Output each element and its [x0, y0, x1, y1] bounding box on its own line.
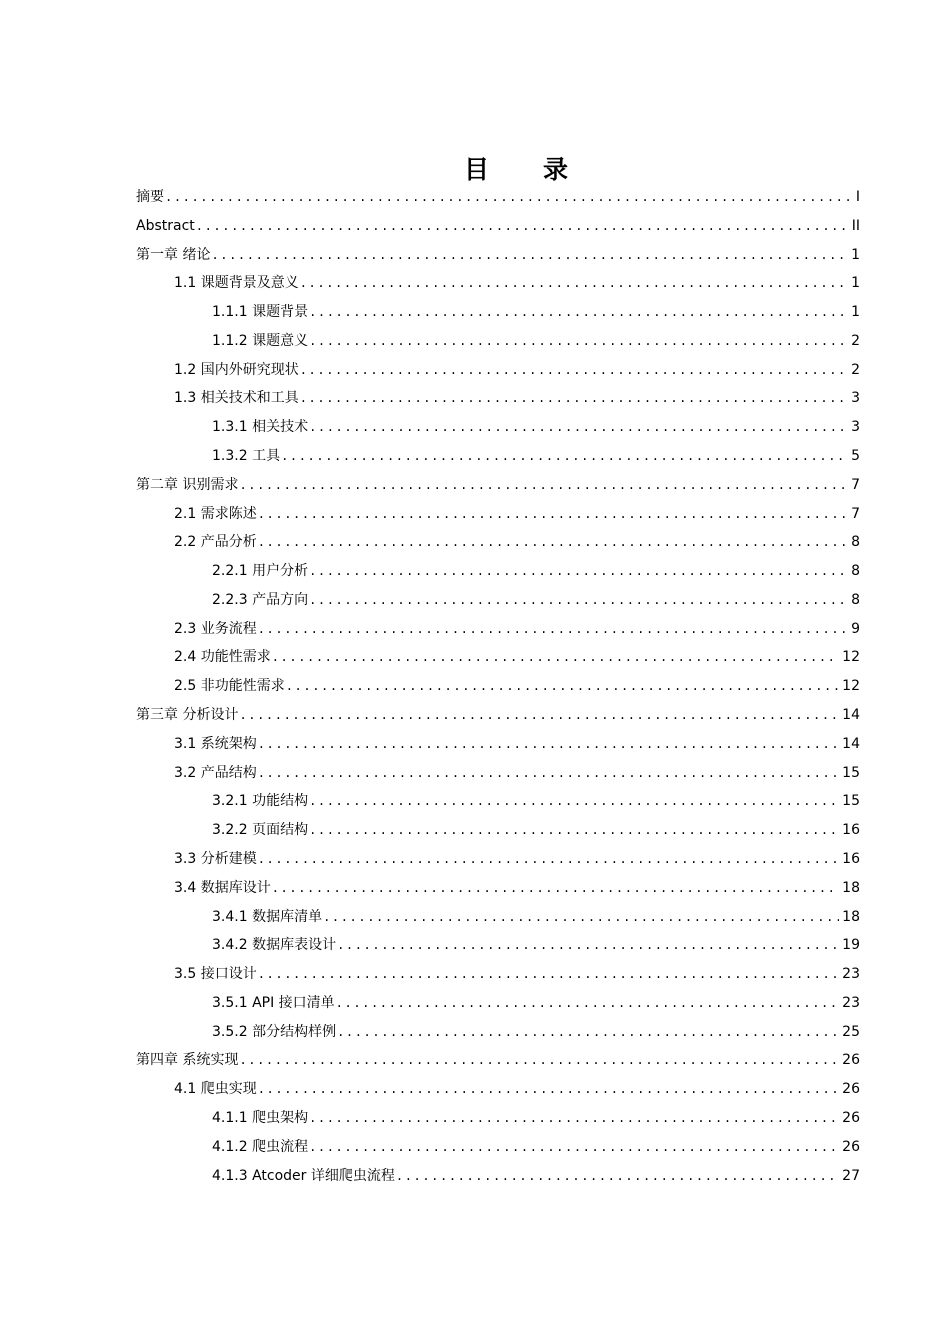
toc-entry[interactable] — [212, 413, 860, 441]
toc-entry[interactable] — [212, 1133, 860, 1161]
toc-entry-page-number: 3 — [851, 419, 860, 435]
toc-entry[interactable] — [174, 1075, 860, 1103]
toc-dot-leader — [211, 241, 848, 269]
toc-entry-label: 2.5 非功能性需求 — [174, 678, 285, 694]
toc-entry-page-number: 15 — [842, 793, 860, 809]
toc-dot-leader — [239, 1046, 839, 1074]
toc-entry-page-number: 26 — [842, 1110, 860, 1126]
toc-entry-label: 3.2.1 功能结构 — [212, 793, 309, 809]
toc-dot-leader — [258, 500, 848, 528]
toc-entry[interactable] — [212, 1018, 860, 1046]
toc-entry-label: 1.1.1 课题背景 — [212, 304, 309, 320]
toc-entry-label: 摘要 — [136, 189, 164, 205]
toc-dot-leader — [281, 442, 848, 470]
toc-dot-leader — [300, 269, 848, 297]
toc-dot-leader — [286, 672, 839, 700]
toc-entry-label: 第三章 分析设计 — [136, 707, 239, 723]
toc-entry-label: 4.1 爬虫实现 — [174, 1081, 257, 1097]
toc-dot-leader — [258, 528, 848, 556]
toc-entry[interactable] — [136, 471, 860, 499]
toc-dot-leader — [165, 183, 853, 211]
toc-entry-page-number: II — [851, 218, 860, 234]
toc-dot-leader — [258, 960, 839, 988]
toc-dot-leader — [239, 471, 848, 499]
toc-dot-leader — [337, 1018, 839, 1046]
toc-entry[interactable] — [212, 931, 860, 959]
toc-entry-page-number: 3 — [851, 390, 860, 406]
toc-dot-leader — [309, 557, 848, 585]
toc-entry-label: 2.3 业务流程 — [174, 621, 257, 637]
toc-entry-label: 3.5.2 部分结构样例 — [212, 1024, 337, 1040]
toc-entry-label: 3.5 接口设计 — [174, 966, 257, 982]
toc-entry-label: 4.1.3 Atcoder 详细爬虫流程 — [212, 1168, 395, 1184]
toc-dot-leader — [309, 816, 839, 844]
toc-entry[interactable] — [174, 960, 860, 988]
toc-entry-label: 2.2.1 用户分析 — [212, 563, 309, 579]
toc-entry-label: 3.2 产品结构 — [174, 765, 257, 781]
toc-entry-page-number: 8 — [851, 534, 860, 550]
toc-entry-page-number: 1 — [851, 304, 860, 320]
toc-entry[interactable] — [174, 730, 860, 758]
toc-entry-label: 3.4.2 数据库表设计 — [212, 937, 337, 953]
toc-entry-page-number: 26 — [842, 1139, 860, 1155]
toc-dot-leader — [309, 1104, 839, 1132]
toc-entry[interactable] — [174, 672, 860, 700]
toc-entry[interactable] — [174, 528, 860, 556]
toc-entry-page-number: 23 — [842, 966, 860, 982]
toc-entry-label: 4.1.1 爬虫架构 — [212, 1110, 309, 1126]
toc-entry[interactable] — [212, 298, 860, 326]
toc-dot-leader — [336, 989, 840, 1017]
toc-dot-leader — [309, 787, 839, 815]
toc-entry-page-number: 8 — [851, 592, 860, 608]
toc-entry-page-number: 26 — [842, 1081, 860, 1097]
toc-entry[interactable] — [212, 557, 860, 585]
toc-dot-leader — [272, 874, 839, 902]
toc-entry-label: 3.2.2 页面结构 — [212, 822, 309, 838]
toc-entry-page-number: 12 — [842, 678, 860, 694]
toc-entry-page-number: 5 — [851, 448, 860, 464]
toc-entry-page-number: 26 — [842, 1052, 860, 1068]
toc-entry-page-number: I — [855, 189, 860, 205]
toc-dot-leader — [258, 1075, 839, 1103]
toc-entry-page-number: 7 — [851, 506, 860, 522]
toc-entry[interactable] — [136, 212, 860, 240]
toc-entry-page-number: 9 — [851, 621, 860, 637]
toc-entry-label: 2.2 产品分析 — [174, 534, 257, 550]
toc-dot-leader — [337, 931, 839, 959]
toc-entry[interactable] — [212, 1104, 860, 1132]
toc-entry[interactable] — [212, 989, 860, 1017]
toc-dot-leader — [258, 845, 839, 873]
toc-entry[interactable] — [212, 327, 860, 355]
toc-entry-page-number: 8 — [851, 563, 860, 579]
toc-entry[interactable] — [136, 701, 860, 729]
toc-entry-page-number: 25 — [842, 1024, 860, 1040]
toc-dot-leader — [323, 903, 839, 931]
toc-entry[interactable] — [136, 241, 860, 269]
toc-entry-page-number: 16 — [842, 851, 860, 867]
toc-entry-label: 第一章 绪论 — [136, 247, 211, 263]
toc-entry-page-number: 15 — [842, 765, 860, 781]
toc-entry[interactable] — [212, 1162, 860, 1190]
toc-entry-page-number: 2 — [851, 333, 860, 349]
toc-entry-label: 1.3 相关技术和工具 — [174, 390, 299, 406]
toc-entry-page-number: 12 — [842, 649, 860, 665]
toc-entry-label: 第二章 识别需求 — [136, 477, 239, 493]
toc-dot-leader — [272, 643, 839, 671]
toc-entry-label: 3.4 数据库设计 — [174, 880, 271, 896]
toc-entry-label: 3.1 系统架构 — [174, 736, 257, 752]
toc-entry-label: 2.1 需求陈述 — [174, 506, 257, 522]
toc-dot-leader — [309, 586, 848, 614]
toc-entry-label: 3.5.1 API 接口清单 — [212, 995, 335, 1011]
toc-entry-page-number: 14 — [842, 736, 860, 752]
toc-entry[interactable] — [174, 643, 860, 671]
toc-entry-label: 4.1.2 爬虫流程 — [212, 1139, 309, 1155]
toc-entry-label: 1.3.2 工具 — [212, 448, 281, 464]
toc-entry[interactable] — [174, 759, 860, 787]
toc-entry-label: 第四章 系统实现 — [136, 1052, 239, 1068]
toc-dot-leader — [309, 298, 848, 326]
toc-dot-leader — [239, 701, 839, 729]
toc-dot-leader — [309, 413, 848, 441]
toc-entry-page-number: 19 — [842, 937, 860, 953]
toc-entry-page-number: 1 — [851, 247, 860, 263]
toc-entry[interactable] — [174, 500, 860, 528]
toc-dot-leader — [309, 1133, 839, 1161]
toc-entry[interactable] — [136, 1046, 860, 1074]
toc-dot-leader — [300, 356, 848, 384]
toc-entry-page-number: 18 — [842, 880, 860, 896]
toc-entry-label: 2.4 功能性需求 — [174, 649, 271, 665]
toc-entry[interactable] — [212, 903, 860, 931]
toc-entry[interactable] — [174, 845, 860, 873]
toc-entry[interactable] — [212, 787, 860, 815]
toc-dot-leader — [309, 327, 848, 355]
toc-entry-label: 3.3 分析建模 — [174, 851, 257, 867]
toc-entry[interactable] — [212, 442, 860, 470]
toc-entry-page-number: 16 — [842, 822, 860, 838]
toc-title-part1: 目 — [463, 155, 489, 184]
toc-dot-leader — [196, 212, 849, 240]
toc-entry[interactable] — [174, 356, 860, 384]
toc-dot-leader — [258, 730, 839, 758]
toc-entry-label: 1.2 国内外研究现状 — [174, 362, 299, 378]
toc-dot-leader — [396, 1162, 839, 1190]
toc-entry-label: 3.4.1 数据库清单 — [212, 909, 323, 925]
toc-entry[interactable] — [212, 816, 860, 844]
toc-entry-page-number: 23 — [842, 995, 860, 1011]
toc-entry[interactable] — [174, 384, 860, 412]
toc-entry-label: 2.2.3 产品方向 — [212, 592, 309, 608]
toc-entry-page-number: 7 — [851, 477, 860, 493]
toc-entry-page-number: 14 — [842, 707, 860, 723]
toc-dot-leader — [258, 759, 839, 787]
toc-dot-leader — [300, 384, 848, 412]
toc-entry-label: 1.3.1 相关技术 — [212, 419, 309, 435]
toc-dot-leader — [258, 615, 848, 643]
toc-entry-label: 1.1 课题背景及意义 — [174, 275, 299, 291]
toc-entry[interactable] — [136, 183, 860, 211]
toc-entry[interactable] — [174, 269, 860, 297]
toc-entry[interactable] — [174, 874, 860, 902]
toc-entry-page-number: 18 — [842, 909, 860, 925]
toc-entry-label: Abstract — [136, 218, 195, 234]
toc-entry-page-number: 1 — [851, 275, 860, 291]
toc-title-part2: 录 — [543, 155, 569, 184]
toc-entry-label: 1.1.2 课题意义 — [212, 333, 309, 349]
toc-entry[interactable] — [174, 615, 860, 643]
toc-entry-page-number: 27 — [842, 1168, 860, 1184]
toc-entry[interactable] — [212, 586, 860, 614]
toc-entry-page-number: 2 — [851, 362, 860, 378]
